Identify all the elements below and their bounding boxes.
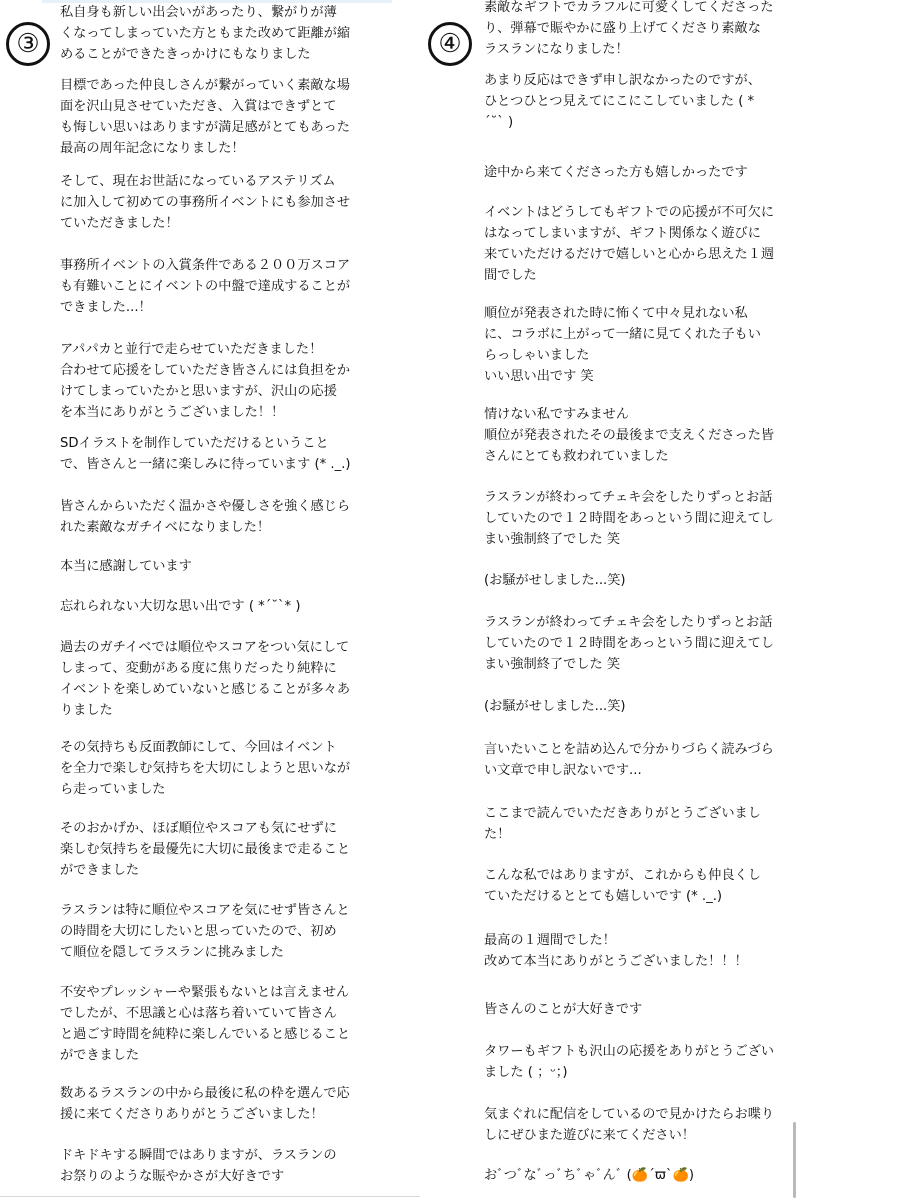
text-line: めることができたきっかけにもなりました	[60, 47, 311, 62]
text-line: していたので１２時間をあっという間に迎えてし	[484, 636, 774, 651]
text-line: を全力で楽しむ気持ちを大切にしようと思いなが	[60, 761, 351, 776]
paragraph	[60, 1145, 337, 1187]
text-line: そして、現在お世話になっているアステリズム	[60, 174, 336, 189]
text-line: も有難いことにイベントの中盤で達成することが	[60, 279, 351, 294]
text-line: 目標であった仲良しさんが繋がっていく素敵な場	[60, 78, 350, 93]
text-line: らっしゃいました	[484, 348, 590, 363]
text-line: でしたが、不思議と心は落ち着いていて皆さん	[60, 1006, 337, 1021]
paragraph	[484, 739, 774, 781]
paragraph	[484, 1041, 774, 1083]
paragraph	[484, 404, 774, 467]
text-line: ていただけるととても嬉しいです (* ._.)	[484, 889, 723, 904]
paragraph	[60, 339, 350, 423]
text-line: い文章で申し訳ないです...	[484, 763, 642, 778]
text-line: いい思い出です 笑	[484, 369, 594, 384]
paragraph	[484, 696, 626, 717]
text-line: 最高の１週間でした！	[484, 933, 616, 948]
bottom-divider	[0, 1196, 420, 1197]
text-line: ラスランは特に順位やスコアを気にせず皆さんと	[60, 903, 350, 918]
text-line: りました	[60, 703, 113, 718]
text-line: 皆さんからいただく温かさや優しさを強く感じら	[60, 499, 351, 514]
text-line: イベントを楽しめていないと感じることが多々あ	[60, 682, 351, 697]
text-line: 不安やプレッシャーや緊張もないとは言えません	[60, 985, 350, 1000]
text-line: まい強制終了でした 笑	[484, 532, 621, 547]
text-line: を本当にありがとうございました！！	[60, 405, 285, 420]
text-line: ここまで読んでいただきありがとうございまし	[484, 806, 761, 821]
paragraph	[484, 0, 774, 60]
paragraph	[484, 865, 761, 907]
text-line: ができました	[60, 863, 140, 878]
text-line: 援に来てくださりありがとうございました！	[60, 1107, 324, 1122]
text-line: ラスランが終わってチェキ会をしたりずっとお話	[484, 615, 773, 630]
text-line: 来ていただけるだけで嬉しいと心から思えた１週	[484, 247, 775, 262]
text-line: 合わせて応援をしていただき皆さんには負担をか	[60, 363, 351, 378]
paragraph	[60, 900, 350, 963]
text-line: の時間を大切にしたいと思っていたので、初め	[60, 924, 337, 939]
text-line: 数あるラスランの中から最後に私の枠を選んで応	[60, 1086, 350, 1101]
paragraph	[484, 303, 761, 387]
text-line: に、コラボに上がって一緒に見てくれた子もい	[484, 327, 761, 342]
text-line: も悔しい思いはありますが満足感がとてもあった	[60, 120, 350, 135]
paragraph	[60, 637, 350, 721]
text-line: アパパカと並行で走らせていただきました！	[60, 342, 323, 357]
text-line: イベントはどうしてもギフトでの応援が不可欠に	[484, 205, 775, 220]
paragraph	[484, 612, 774, 675]
text-line: タワーもギフトも沢山の応援をありがとうござい	[484, 1044, 775, 1059]
text-line: (お騒がせしました...笑)	[484, 573, 626, 588]
text-line: 順位が発表された時に怖くて中々見れない私	[484, 306, 748, 321]
paragraph	[60, 982, 350, 1066]
paragraph	[484, 570, 626, 591]
text-line: お祭りのような賑やかさが大好きです	[60, 1169, 285, 1184]
paragraph	[484, 803, 761, 845]
text-line: 言いたいことを詰め込んで分かりづらく読みづら	[484, 742, 774, 757]
text-line: 改めて本当にありがとうございました！！！	[484, 954, 748, 969]
paragraph	[60, 433, 351, 475]
text-line: 楽しむ気持ちを最優先に大切に最後まで走ること	[60, 842, 351, 857]
text-line: れた素敵なガチイベになりました！	[60, 520, 271, 535]
paragraph	[484, 1165, 694, 1186]
paragraph	[60, 255, 350, 318]
text-line: その気持ちも反面教師にして、今回はイベント	[60, 740, 337, 755]
text-line: ら走っていました	[60, 782, 166, 797]
paragraph	[484, 930, 748, 972]
text-line: SDイラストを制作していただけるということ	[60, 436, 329, 451]
paragraph	[484, 70, 761, 133]
text-line: ドキドキする瞬間ではありますが、ラスランの	[60, 1148, 337, 1163]
text-line: しにぜひまた遊びに来てください！	[484, 1128, 695, 1143]
text-line: 途中から来てくださった方も嬉しかったです	[484, 165, 748, 180]
text-line: と過ごす時間を純粋に楽しんでいると感じること	[60, 1027, 351, 1042]
text-line: た！	[484, 827, 511, 842]
paragraph	[484, 202, 774, 286]
section-number-badge: ④	[428, 22, 472, 66]
text-line: まい強制終了でした 笑	[484, 657, 621, 672]
paragraph	[484, 999, 642, 1020]
text-line: ラスランが終わってチェキ会をしたりずっとお話	[484, 490, 773, 505]
text-line: 皆さんのことが大好きです	[484, 1002, 643, 1017]
text-line: 素敵なギフトでカラフルに可愛くしてくださった	[484, 0, 774, 15]
text-line: ラスランになりました！	[484, 42, 629, 57]
paragraph	[60, 171, 350, 234]
paragraph	[60, 1083, 350, 1125]
text-line: くなってしまっていた方ともまた改めて距離が縮	[60, 26, 351, 41]
text-line: あまり反応はできず申し訳なかったのですが、	[484, 73, 761, 88]
text-line: 気まぐれに配信をしているので見かけたらお喋り	[484, 1107, 775, 1122]
text-line: けてしまっていたかと思いますが、沢山の応援	[60, 384, 337, 399]
text-line: に加入して初めての事務所イベントにも参加させ	[60, 195, 351, 210]
paragraph	[484, 487, 774, 550]
text-line: 面を沢山見させていただき、入賞はできずとて	[60, 99, 337, 114]
text-line: 最高の周年記念になりました！	[60, 141, 245, 156]
text-line: そのおかげか、ほぼ順位やスコアも気にせずに	[60, 821, 337, 836]
text-line: り、弾幕で賑やかに盛り上げてくださり素敵な	[484, 21, 761, 36]
text-line: ひとつひとつ見えてにこにこしていました ( *	[484, 94, 755, 109]
text-line: ´˘` )	[484, 115, 514, 130]
text-line: で、皆さんと一緒に楽しみに待っています (* ._.)	[60, 457, 351, 472]
text-line: 順位が発表されたその最後まで支えくださった皆	[484, 428, 775, 443]
text-line: こんな私ではありますが、これからも仲良くし	[484, 868, 761, 883]
text-line: ました ( ；ᵕ；)	[484, 1065, 568, 1080]
paragraph	[60, 596, 300, 617]
text-line: 情けない私ですみません	[484, 407, 630, 422]
text-line: ができました	[60, 1048, 140, 1063]
text-line: おﾞつﾞなﾞっﾞちﾞゃﾞんﾞ (🍊´ϖ`🍊)	[484, 1168, 695, 1183]
paragraph	[60, 2, 350, 65]
paragraph	[60, 496, 350, 538]
text-line: (お騒がせしました...笑)	[484, 699, 626, 714]
paragraph	[60, 737, 350, 800]
paragraph	[60, 818, 350, 881]
text-line: 間でした	[484, 268, 537, 283]
scrollbar[interactable]	[793, 1122, 796, 1198]
text-line: 過去のガチイベでは順位やスコアをつい気にして	[60, 640, 350, 655]
text-line: できました...！	[60, 300, 152, 315]
paragraph	[484, 162, 748, 183]
paragraph	[60, 556, 192, 577]
text-line: さんにとても救われていました	[484, 449, 669, 464]
text-line: 本当に感謝しています	[60, 559, 192, 574]
text-line: 忘れられない大切な思い出です ( *´˘`* )	[60, 599, 301, 614]
text-line: 私自身も新しい出会いがあったり、繋がりが薄	[60, 5, 337, 20]
text-line: はなってしまいますが、ギフト関係なく遊びに	[484, 226, 761, 241]
text-line: ていただきました！	[60, 216, 179, 231]
text-line: していたので１２時間をあっという間に迎えてし	[484, 511, 774, 526]
section-number-badge: ③	[6, 22, 50, 66]
text-line: 事務所イベントの入賞条件である２００万スコア	[60, 258, 351, 273]
text-line: しまって、変動がある度に焦りだったり純粋に	[60, 661, 337, 676]
paragraph	[60, 75, 350, 159]
text-line: て順位を隠してラスランに挑みました	[60, 945, 284, 960]
paragraph	[484, 1104, 774, 1146]
